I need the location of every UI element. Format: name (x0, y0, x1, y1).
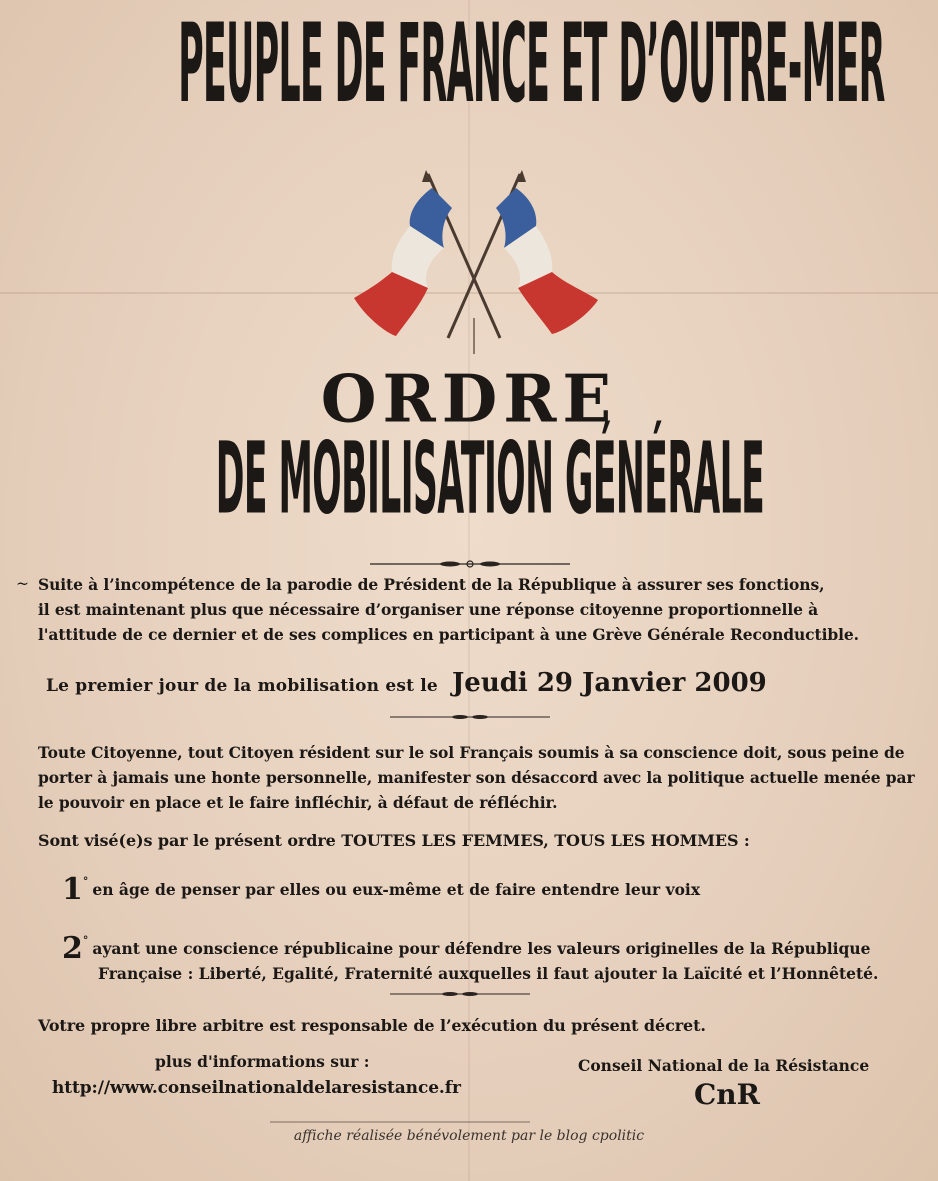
divider-ornament-icon (380, 711, 560, 723)
headline: PEUPLE DE FRANCE ET D’OUTRE-MER (178, 1, 885, 129)
list-text: Française : Liberté, Egalité, Fraternité auxquelles il faut ajouter la Laïcité et l’Honnêteté. (98, 964, 879, 983)
targeted-line: Sont visé(e)s par le présent ordre TOUTES LES FEMMES, TOUS LES HOMMES : (38, 831, 750, 850)
intro-line: l'attitude de ce dernier et de ses complices en participant à une Grève Générale Reconductible. (38, 625, 859, 644)
organization-name: Conseil National de la Résistance (578, 1056, 870, 1075)
title-ordre: ORDRE (320, 361, 618, 438)
divider-ornament-icon (330, 558, 610, 570)
citizens-paragraph (38, 740, 915, 815)
first-day-date: Jeudi 29 Janvier 2009 (451, 668, 767, 698)
list-text: ayant une conscience républicaine pour défendre les valeurs originelles de la République (92, 939, 871, 958)
degree-mark: ° (82, 875, 89, 888)
organization-abbreviation: CnR (694, 1078, 760, 1111)
free-will-line: Votre propre libre arbitre est responsable de l’exécution du présent décret. (38, 1016, 706, 1035)
degree-mark: ° (82, 934, 89, 947)
divider-ornament-icon (380, 988, 540, 1000)
website-link[interactable]: http://www.conseilnationaldelaresistance.fr (52, 1078, 461, 1098)
citizens-line: Toute Citoyenne, tout Citoyen résident sur le sol Français soumis à sa conscience doit, sous peine de (38, 743, 905, 762)
list-number: 1 (62, 872, 83, 907)
list-text: en âge de penser par elles ou eux-même et de faire entendre leur voix (92, 880, 701, 899)
first-day-lead: Le premier jour de la mobilisation est le (46, 676, 438, 696)
info-label: plus d'informations sur : (155, 1052, 370, 1071)
credit-rule (270, 1120, 530, 1124)
citizens-line: le pouvoir en place et le faire infléchir, à défaut de réfléchir. (38, 793, 558, 812)
intro-line: il est maintenant plus que nécessaire d’organiser une réponse citoyenne proportionnelle à (38, 600, 819, 619)
citizens-line: porter à jamais une honte personnelle, manifester son désaccord avec la politique actuelle menée par (38, 768, 915, 787)
list-item-1 (62, 872, 700, 907)
title-mobilisation: DE MOBILISATION GÉNÉRALE (215, 422, 765, 538)
intro-dash: ~ (16, 575, 29, 593)
list-number: 2 (62, 931, 83, 966)
list-item-2 (62, 928, 878, 986)
intro-paragraph (16, 572, 859, 647)
intro-line: Suite à l’incompétence de la parodie de Président de la République à assurer ses fonctions, (38, 575, 825, 594)
first-day-line (46, 668, 767, 698)
crossed-french-flags-icon (348, 168, 608, 358)
credit-line: affiche réalisée bénévolement par le blog cpolitic (293, 1128, 645, 1144)
